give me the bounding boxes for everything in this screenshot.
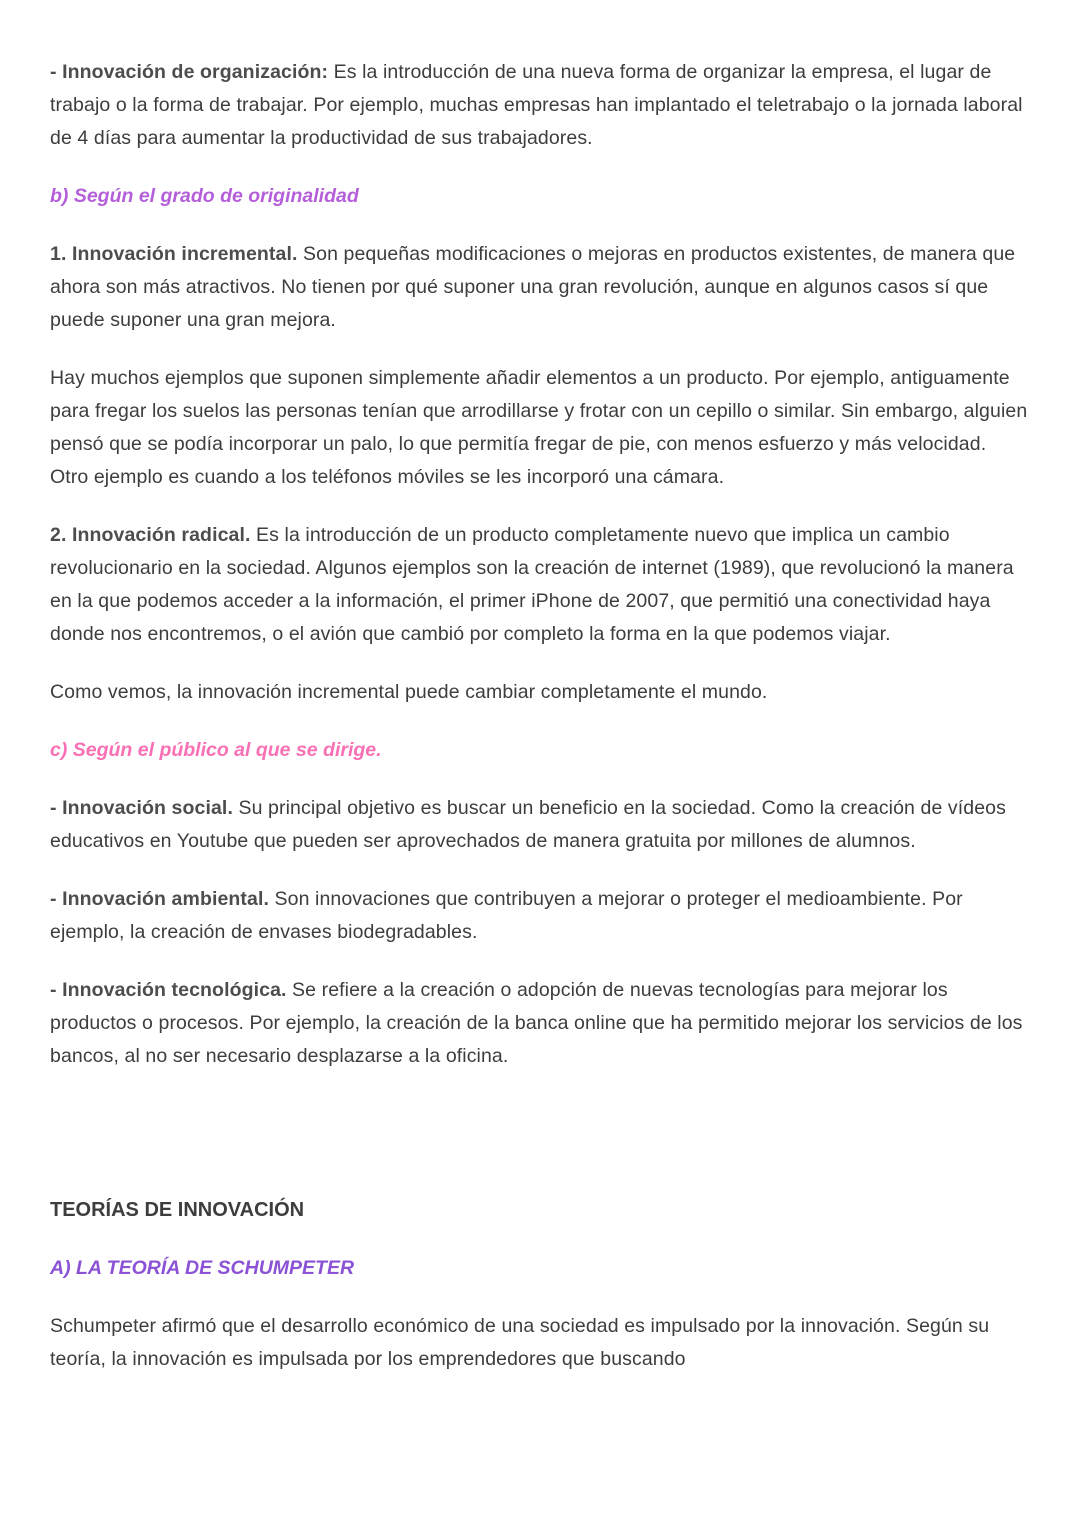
paragraph — [50, 1310, 1030, 1376]
paragraph — [50, 238, 1030, 337]
paragraph-text: Se refiere a la creación o adopción de nuevas tecnologías para mejorar los productos o procesos. Por ejemplo, la creación de la banca online que ha permitido mejorar los servicios de los bancos, al no ser necesario desplazarse a la oficina. — [50, 979, 1023, 1067]
paragraph-text: Como vemos, la innovación incremental puede cambiar completamente el mundo. — [50, 681, 768, 703]
paragraph — [50, 974, 1030, 1073]
vertical-spacer — [50, 1098, 1030, 1194]
paragraph-text: Son pequeñas modificaciones o mejoras en productos existentes, de manera que ahora son más atractivos. No tienen por qué suponer una gran revolución, aunque en algunos casos sí que puede suponer una gran mejora. — [50, 243, 1016, 331]
paragraph-text: Es la introducción de un producto completamente nuevo que implica un cambio revolucionario en la sociedad. Algunos ejemplos son la creación de internet (1989), que revolucionó la manera en la que podemos acceder a la información, el primer iPhone de 2007, que permitió una conectividad haya donde nos encontremos, o el avión que cambió por completo la forma en la que podemos viajar. — [50, 524, 1014, 645]
paragraph — [50, 362, 1030, 494]
paragraph — [50, 676, 1030, 709]
paragraph — [50, 883, 1030, 949]
paragraph-lead: - Innovación tecnológica. — [50, 979, 287, 1001]
paragraph-text: Hay muchos ejemplos que suponen simplemente añadir elementos a un producto. Por ejemplo, antiguamente para fregar los suelos las personas tenían que arrodillarse y frotar con un cepillo o similar. Sin embargo, alguien pensó que se podía incorporar un palo, lo que permitía fregar de pie, con menos esfuerzo y más velocidad. Otro ejemplo es cuando a los teléfonos móviles se les incorporó una cámara. — [50, 367, 1028, 488]
section-heading: TEORÍAS DE INNOVACIÓN — [50, 1199, 305, 1221]
document-content — [50, 56, 1030, 1376]
paragraph-text: Son innovaciones que contribuyen a mejorar o proteger el medioambiente. Por ejemplo, la creación de envases biodegradables. — [50, 888, 963, 943]
paragraph-lead: - Innovación social. — [50, 797, 233, 819]
subheading: c) Según el público al que se dirige. — [50, 739, 382, 761]
paragraph-lead: 1. Innovación incremental. — [50, 243, 298, 265]
paragraph-lead: - Innovación ambiental. — [50, 888, 269, 910]
paragraph — [50, 519, 1030, 651]
subheading: b) Según el grado de originalidad — [50, 185, 359, 207]
paragraph-text: Schumpeter afirmó que el desarrollo económico de una sociedad es impulsado por la innovación. Según su teoría, la innovación es impulsada por los emprendedores que buscando — [50, 1315, 990, 1370]
subheading: A) LA TEORÍA DE SCHUMPETER — [50, 1257, 355, 1279]
paragraph — [50, 792, 1030, 858]
paragraph — [50, 56, 1030, 155]
paragraph-lead: 2. Innovación radical. — [50, 524, 251, 546]
paragraph-text: Es la introducción de una nueva forma de organizar la empresa, el lugar de trabajo o la forma de trabajar. Por ejemplo, muchas empresas han implantado el teletrabajo o la jornada laboral de 4 días para aumentar la productividad de sus trabajadores. — [50, 61, 1023, 149]
paragraph-lead: - Innovación de organización: — [50, 61, 329, 83]
paragraph-text: Su principal objetivo es buscar un beneficio en la sociedad. Como la creación de vídeos educativos en Youtube que pueden ser aprovechados de manera gratuita por millones de alumnos. — [50, 797, 1006, 852]
